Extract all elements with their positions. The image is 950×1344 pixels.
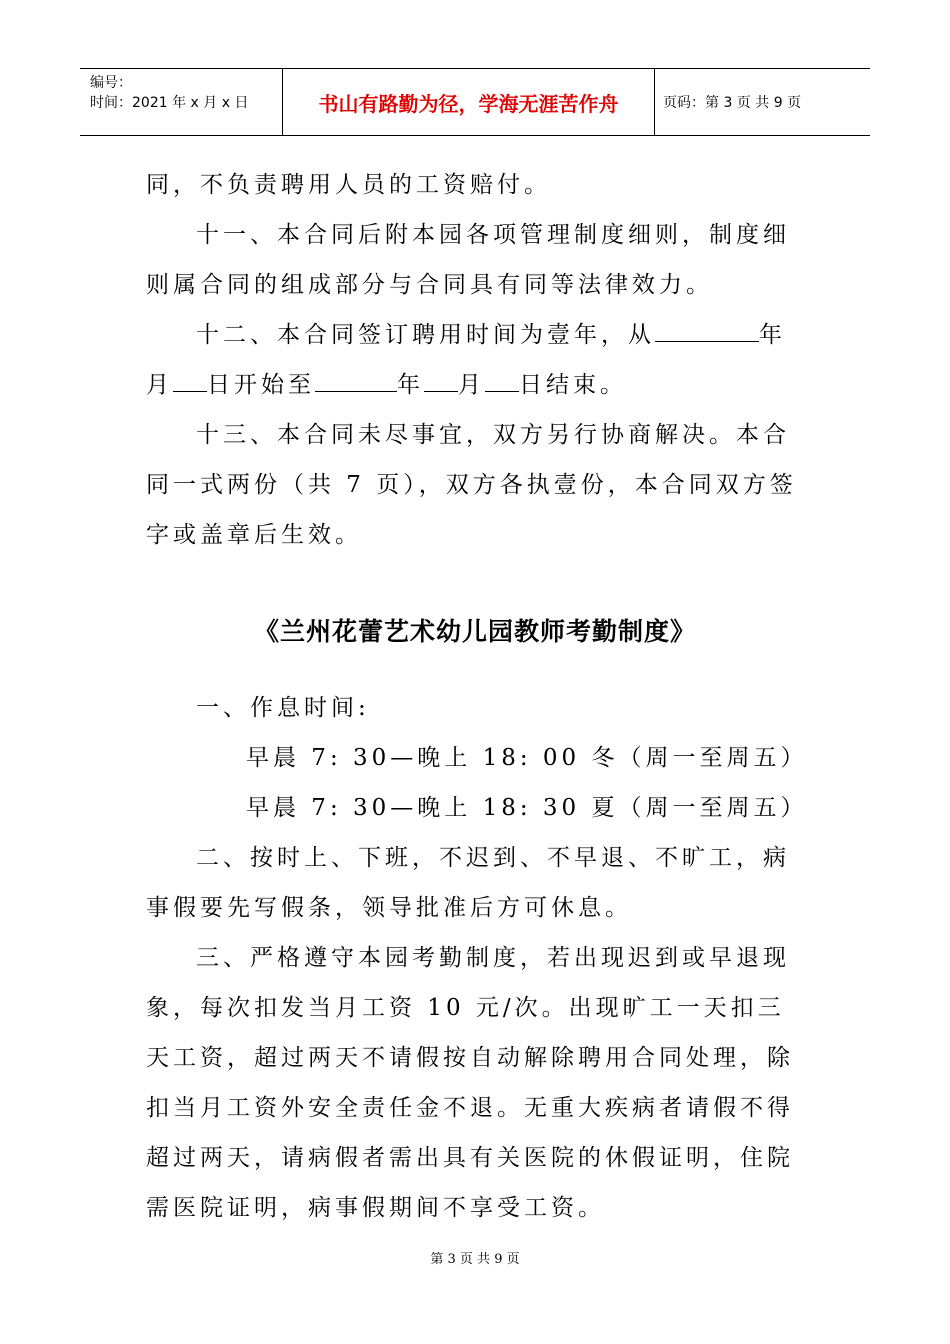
paragraph-clause-13: 十三、本合同未尽事宜，双方另行协商解决。本合同一式两份（共 7 页），双方各执壹份，本合同双方签字或盖章后生效。	[146, 422, 797, 548]
paragraph-1: 同，不负责聘用人员的工资赔付。	[146, 172, 551, 198]
header-number-label: 编号：	[90, 75, 132, 91]
clause-12-text-a: 十二、本合同签订聘用时间为壹年，从	[196, 322, 655, 348]
blank-end-year	[315, 369, 397, 392]
clause-12-text-b: 年	[759, 322, 786, 348]
clause-12-text-g: 日结束。	[519, 372, 627, 398]
clause-12-text-e: 年	[397, 372, 424, 398]
section-title: 《兰州花蕾艺术幼儿园教师考勤制度》	[253, 617, 696, 646]
header-motto: 书山有路勤为径，学海无涯苦作舟	[283, 69, 655, 135]
paragraph-clause-11: 十一、本合同后附本园各项管理制度细则，制度细则属合同的组成部分与合同具有同等法律效力。	[146, 222, 790, 298]
rule-1-summer-hours: 早晨 7: 30—晚上 18: 30 夏（周一至周五）	[246, 795, 808, 821]
attendance-rules	[146, 683, 810, 1233]
page-footer: 第 3 页 共 9 页	[430, 1252, 520, 1267]
rule-2: 二、按时上、下班，不迟到、不早退、不旷工，病事假要先写假条，领导批准后方可休息。	[146, 845, 790, 921]
clause-12-text-c: 月	[146, 372, 173, 398]
header-meta	[80, 69, 283, 135]
header-page-label: 页码：第 3 页 共 9 页	[663, 95, 802, 111]
blank-start-year	[655, 319, 759, 342]
rule-1-heading: 一、作息时间:	[196, 695, 370, 721]
clause-12-text-d: 日开始至	[207, 372, 315, 398]
rule-3: 三、严格遵守本园考勤制度，若出现迟到或早退现象，每次扣发当月工资 10 元/次。出现旷工一天扣三天工资，超过两天不请假按自动解除聘用合同处理，除扣当月工资外安全责任金不退。无重大疾病者请假不得超过两天，请病假者需出具有关医院的休假证明，住院需医院证明，病事假期间不享受工资。	[146, 945, 794, 1221]
blank-end-month	[424, 369, 458, 392]
rule-1-winter-hours: 早晨 7: 30—晚上 18: 00 冬（周一至周五）	[246, 745, 808, 771]
clause-12-text-f: 月	[458, 372, 485, 398]
paragraph-clause-12	[146, 310, 810, 410]
blank-end-day	[485, 369, 519, 392]
header-time-label: 时间：2021 年 x 月 x 日	[90, 95, 249, 111]
blank-start-month	[173, 369, 207, 392]
contract-body	[146, 160, 810, 560]
page-header	[80, 68, 870, 136]
